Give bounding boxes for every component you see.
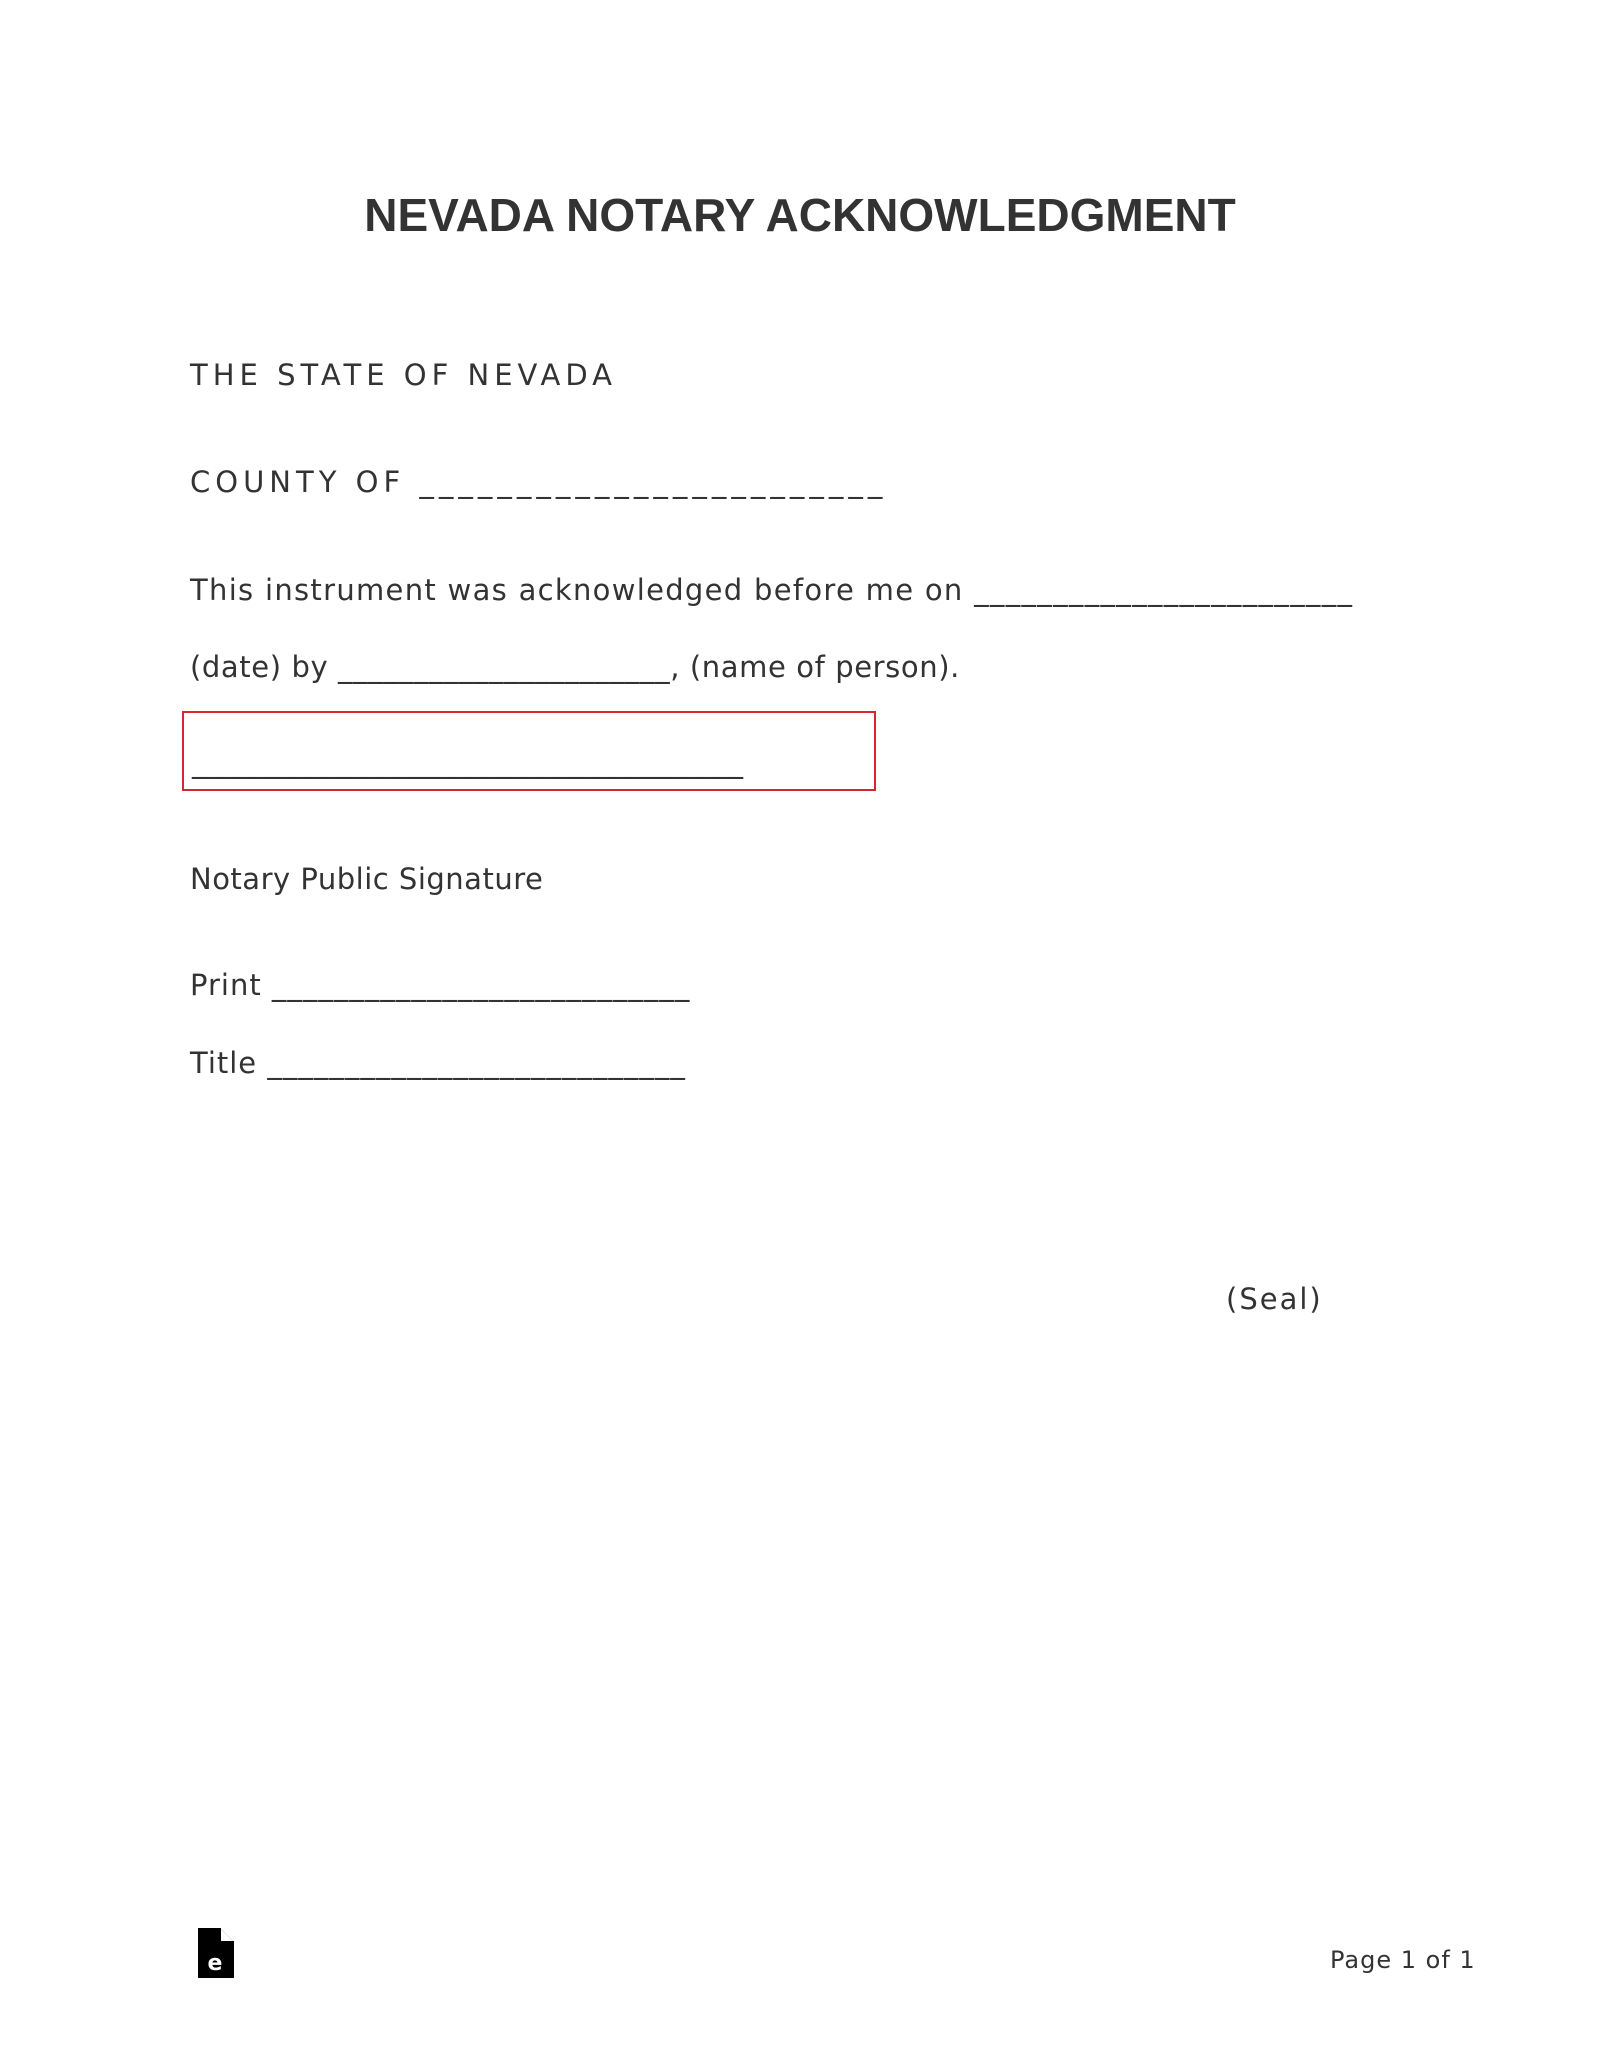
svg-text:e: e <box>207 1951 223 1976</box>
county-line: COUNTY OF ________________________ <box>190 465 888 499</box>
acknowledgment-line-2: (date) by ______________________, (name of person). <box>190 650 960 684</box>
state-line: THE STATE OF NEVADA <box>190 358 617 392</box>
document-title: NEVADA NOTARY ACKNOWLEDGMENT <box>364 189 1236 241</box>
signature-label: Notary Public Signature <box>190 862 544 896</box>
signature-line: ______________________________________ <box>192 745 743 779</box>
page-number: Page 1 of 1 <box>1330 1946 1476 1974</box>
seal-label: (Seal) <box>1226 1282 1323 1316</box>
signature-field-highlight[interactable] <box>182 711 876 791</box>
title-line: Title ___________________________ <box>190 1046 686 1080</box>
acknowledgment-line-1: This instrument was acknowledged before me on ________________________ <box>190 573 1354 607</box>
print-line: Print ___________________________ <box>190 968 691 1002</box>
esign-logo-icon <box>198 1928 234 1978</box>
